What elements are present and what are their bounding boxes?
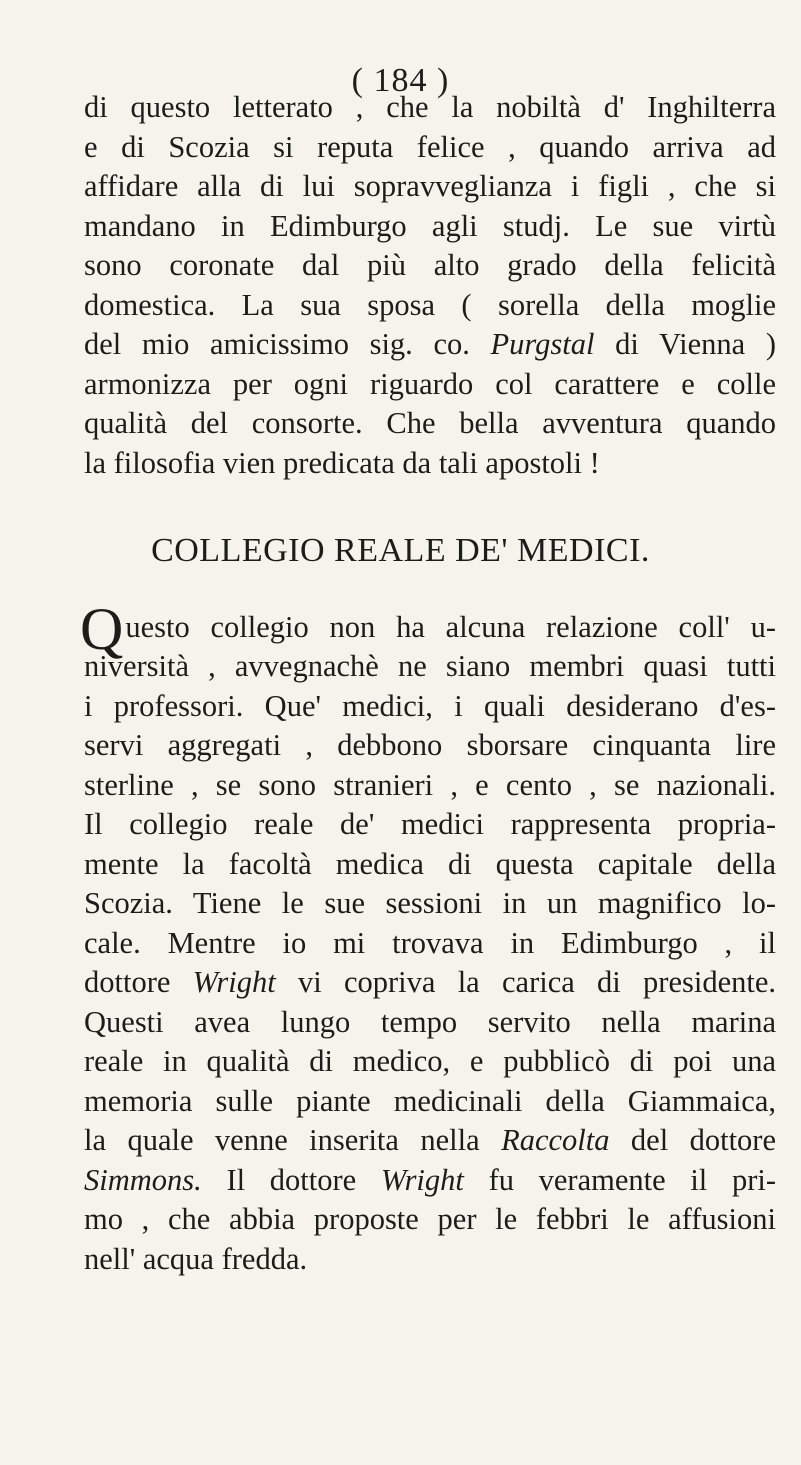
text-line [84,963,776,1003]
text-line: reale in qualità di medico, e pubblicò di poi una [84,1044,776,1078]
section-heading: COLLEGIO REALE DE' MEDICI. [151,532,650,569]
text-line [84,1121,776,1161]
text-line: Il collegio reale de' medici rappresenta propria- [84,807,776,841]
text-line: niversità , avvegnachè ne siano membri quasi tutti [84,649,776,683]
text-line: Questi avea lungo tempo servito nella marina [84,1004,776,1039]
text-line: nell' acqua fredda. [84,1241,308,1276]
text-line: mandano in Edimburgo agli studj. Le sue virtù [84,208,776,243]
text-line [84,1161,776,1201]
text-line: armonizza per ogni riguardo col carattere e colle [84,366,776,401]
text-line: e di Scozia si reputa felice , quando arriva ad [84,129,776,164]
drop-cap: Q [80,596,124,662]
text-line: mente la facoltà medica di questa capitale della [84,846,776,881]
text-line: memoria sulle piante medicinali della Giammaica, [84,1083,776,1118]
text-line: servi aggregati , debbono sborsare cinquanta lire [84,728,776,762]
text-segment: Il dottore [201,1162,381,1197]
text-line: i professori. Que' medici, i quali desiderano d'es- [84,688,776,723]
text-line: Scozia. Tiene le sue sessioni in un magnifico lo- [84,886,776,920]
text-line: domestica. La sua sposa ( sorella della moglie [84,287,776,322]
text-segment: del mio amicissimo sig. co. [84,327,491,361]
paragraph-college [80,596,776,1279]
text-line: cale. Mentre io mi trovava in Edimburgo , il [84,925,776,960]
text-line [84,325,776,365]
text-segment: la quale venne inserita nella [84,1123,502,1157]
text-segment: del dottore [609,1123,776,1157]
italic-name: Wright [380,1162,464,1197]
text-segment: vi copriva la carica di presidente. [275,965,776,999]
text-line: qualità del consorte. Che bella avventura quando [84,406,776,440]
text-line: affidare alla di lui sopravveglianza i figli , che si [84,169,776,203]
italic-title: Raccolta [501,1123,610,1157]
text-line: di questo letterato , che la nobiltà d' Inghilterra [84,90,776,124]
text-segment: dottore [84,965,193,999]
text-line: sterline , se sono stranieri , e cento , se nazionali. [84,767,776,802]
text-segment: uesto collegio non ha alcuna relazione coll' u- [125,609,776,644]
text-segment: fu veramente il pri- [463,1162,776,1197]
italic-name: Wright [192,965,276,999]
page-number: ( 184 ) [351,62,450,99]
text-line [80,596,776,662]
paragraph-continuation [84,88,776,483]
italic-name: Purgstal [490,327,595,361]
text-line: la filosofia vien predicata da tali apostoli ! [84,445,600,480]
text-segment: di Vienna ) [594,327,776,361]
italic-name: Simmons. [84,1162,202,1197]
text-line: mo , che abbia proposte per le febbri le affusioni [84,1202,776,1236]
text-line: sono coronate dal più alto grado della felicità [84,248,776,282]
